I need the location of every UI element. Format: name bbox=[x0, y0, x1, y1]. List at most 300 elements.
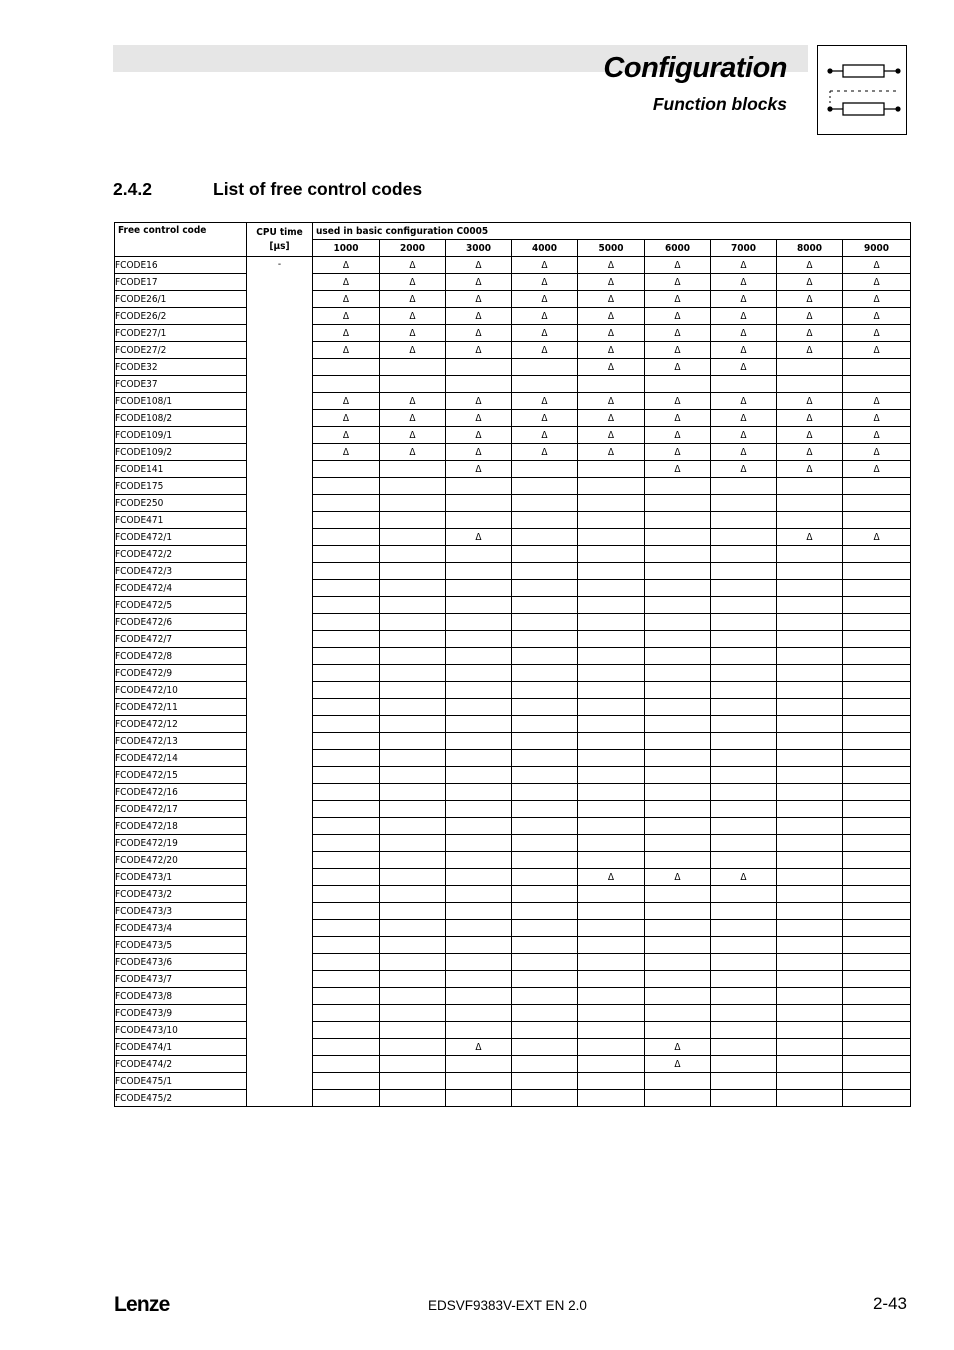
usage-cell-3000 bbox=[446, 920, 512, 937]
code-cell: FCODE473/10 bbox=[115, 1022, 247, 1039]
usage-cell-1000 bbox=[313, 733, 380, 750]
usage-cell-5000 bbox=[578, 648, 645, 665]
usage-cell-6000: Δ bbox=[645, 274, 711, 291]
usage-cell-5000 bbox=[578, 733, 645, 750]
usage-cell-7000 bbox=[711, 546, 777, 563]
usage-cell-7000 bbox=[711, 903, 777, 920]
table-row bbox=[115, 1039, 911, 1056]
usage-cell-7000 bbox=[711, 1073, 777, 1090]
usage-cell-4000 bbox=[512, 682, 578, 699]
usage-cell-3000: Δ bbox=[446, 427, 512, 444]
usage-cell-9000: Δ bbox=[843, 342, 911, 359]
usage-cell-3000 bbox=[446, 733, 512, 750]
usage-cell-5000 bbox=[578, 1090, 645, 1107]
usage-cell-6000 bbox=[645, 682, 711, 699]
usage-cell-6000: Δ bbox=[645, 1056, 711, 1073]
usage-cell-6000 bbox=[645, 1022, 711, 1039]
config-header-4000: 4000 bbox=[512, 240, 578, 257]
code-cell: FCODE108/2 bbox=[115, 410, 247, 427]
usage-cell-4000 bbox=[512, 597, 578, 614]
cpu-time-label: CPU time bbox=[256, 227, 303, 238]
usage-cell-5000 bbox=[578, 580, 645, 597]
usage-cell-2000: Δ bbox=[380, 274, 446, 291]
brand-logo: Lenze bbox=[114, 1293, 170, 1316]
usage-cell-2000 bbox=[380, 563, 446, 580]
usage-cell-7000: Δ bbox=[711, 325, 777, 342]
usage-cell-3000: Δ bbox=[446, 393, 512, 410]
table-row bbox=[115, 478, 911, 495]
usage-cell-3000 bbox=[446, 937, 512, 954]
usage-cell-8000 bbox=[777, 903, 843, 920]
usage-cell-6000 bbox=[645, 495, 711, 512]
usage-cell-5000 bbox=[578, 818, 645, 835]
usage-cell-1000 bbox=[313, 835, 380, 852]
usage-cell-8000 bbox=[777, 376, 843, 393]
table-row bbox=[115, 767, 911, 784]
usage-cell-1000: Δ bbox=[313, 444, 380, 461]
code-cell: FCODE472/2 bbox=[115, 546, 247, 563]
table-row bbox=[115, 325, 911, 342]
usage-cell-4000: Δ bbox=[512, 410, 578, 427]
usage-cell-2000 bbox=[380, 1056, 446, 1073]
usage-cell-9000 bbox=[843, 733, 911, 750]
usage-cell-8000: Δ bbox=[777, 308, 843, 325]
table-row bbox=[115, 835, 911, 852]
code-cell: FCODE175 bbox=[115, 478, 247, 495]
usage-cell-8000 bbox=[777, 886, 843, 903]
usage-cell-5000 bbox=[578, 376, 645, 393]
table-row bbox=[115, 461, 911, 478]
usage-cell-3000: Δ bbox=[446, 461, 512, 478]
table-row bbox=[115, 291, 911, 308]
usage-cell-5000: Δ bbox=[578, 393, 645, 410]
usage-cell-4000 bbox=[512, 1022, 578, 1039]
usage-cell-5000 bbox=[578, 1022, 645, 1039]
code-cell: FCODE472/15 bbox=[115, 767, 247, 784]
usage-cell-5000 bbox=[578, 1005, 645, 1022]
table-row bbox=[115, 529, 911, 546]
usage-cell-3000 bbox=[446, 886, 512, 903]
table-row bbox=[115, 733, 911, 750]
usage-cell-4000 bbox=[512, 478, 578, 495]
usage-cell-3000 bbox=[446, 988, 512, 1005]
config-header-6000: 6000 bbox=[645, 240, 711, 257]
usage-cell-6000: Δ bbox=[645, 869, 711, 886]
usage-cell-3000 bbox=[446, 818, 512, 835]
code-cell: FCODE472/9 bbox=[115, 665, 247, 682]
usage-cell-8000 bbox=[777, 767, 843, 784]
usage-cell-4000 bbox=[512, 495, 578, 512]
section-number: 2.4.2 bbox=[113, 179, 152, 199]
usage-cell-1000 bbox=[313, 1073, 380, 1090]
code-cell: FCODE108/1 bbox=[115, 393, 247, 410]
usage-cell-3000 bbox=[446, 597, 512, 614]
usage-cell-4000 bbox=[512, 359, 578, 376]
document-id: EDSVF9383V-EXT EN 2.0 bbox=[428, 1298, 587, 1313]
usage-cell-1000 bbox=[313, 359, 380, 376]
usage-cell-3000 bbox=[446, 563, 512, 580]
code-cell: FCODE472/10 bbox=[115, 682, 247, 699]
usage-cell-5000 bbox=[578, 767, 645, 784]
usage-cell-8000: Δ bbox=[777, 291, 843, 308]
usage-cell-4000: Δ bbox=[512, 342, 578, 359]
code-cell: FCODE473/7 bbox=[115, 971, 247, 988]
usage-cell-2000 bbox=[380, 597, 446, 614]
usage-cell-9000 bbox=[843, 665, 911, 682]
usage-cell-3000 bbox=[446, 784, 512, 801]
usage-cell-4000 bbox=[512, 529, 578, 546]
usage-cell-2000 bbox=[380, 682, 446, 699]
config-header-3000: 3000 bbox=[446, 240, 512, 257]
usage-cell-2000 bbox=[380, 750, 446, 767]
usage-cell-4000: Δ bbox=[512, 444, 578, 461]
usage-cell-7000: Δ bbox=[711, 869, 777, 886]
usage-cell-1000 bbox=[313, 478, 380, 495]
usage-cell-3000 bbox=[446, 801, 512, 818]
usage-cell-4000 bbox=[512, 954, 578, 971]
table-row bbox=[115, 750, 911, 767]
usage-cell-9000: Δ bbox=[843, 291, 911, 308]
usage-cell-3000 bbox=[446, 614, 512, 631]
table-row bbox=[115, 444, 911, 461]
usage-cell-8000: Δ bbox=[777, 410, 843, 427]
code-cell: FCODE472/12 bbox=[115, 716, 247, 733]
table-row bbox=[115, 903, 911, 920]
usage-cell-3000 bbox=[446, 631, 512, 648]
code-cell: FCODE472/14 bbox=[115, 750, 247, 767]
usage-cell-8000: Δ bbox=[777, 274, 843, 291]
usage-cell-8000 bbox=[777, 733, 843, 750]
config-header-5000: 5000 bbox=[578, 240, 645, 257]
code-cell: FCODE472/3 bbox=[115, 563, 247, 580]
usage-cell-7000 bbox=[711, 1056, 777, 1073]
code-cell: FCODE472/6 bbox=[115, 614, 247, 631]
config-header-1000: 1000 bbox=[313, 240, 380, 257]
table-row bbox=[115, 580, 911, 597]
usage-cell-5000 bbox=[578, 461, 645, 478]
table-row bbox=[115, 563, 911, 580]
table-row bbox=[115, 427, 911, 444]
usage-cell-4000 bbox=[512, 1039, 578, 1056]
usage-cell-1000 bbox=[313, 988, 380, 1005]
usage-cell-7000 bbox=[711, 648, 777, 665]
usage-cell-7000 bbox=[711, 614, 777, 631]
usage-cell-6000 bbox=[645, 818, 711, 835]
code-cell: FCODE473/3 bbox=[115, 903, 247, 920]
usage-cell-4000 bbox=[512, 971, 578, 988]
usage-cell-2000 bbox=[380, 546, 446, 563]
usage-cell-6000 bbox=[645, 971, 711, 988]
usage-cell-8000 bbox=[777, 1090, 843, 1107]
code-cell: FCODE250 bbox=[115, 495, 247, 512]
usage-cell-2000: Δ bbox=[380, 427, 446, 444]
usage-cell-4000 bbox=[512, 699, 578, 716]
usage-cell-7000 bbox=[711, 597, 777, 614]
usage-cell-7000 bbox=[711, 1005, 777, 1022]
usage-cell-6000 bbox=[645, 852, 711, 869]
usage-cell-8000 bbox=[777, 716, 843, 733]
usage-cell-2000 bbox=[380, 631, 446, 648]
usage-cell-5000 bbox=[578, 478, 645, 495]
usage-cell-3000 bbox=[446, 852, 512, 869]
usage-cell-4000 bbox=[512, 461, 578, 478]
usage-cell-2000: Δ bbox=[380, 342, 446, 359]
code-cell: FCODE16 bbox=[115, 257, 247, 274]
usage-cell-3000: Δ bbox=[446, 410, 512, 427]
table-row bbox=[115, 308, 911, 325]
cpu-time-cell: - bbox=[247, 257, 313, 1107]
usage-cell-7000 bbox=[711, 886, 777, 903]
code-cell: FCODE473/2 bbox=[115, 886, 247, 903]
usage-cell-7000: Δ bbox=[711, 308, 777, 325]
column-header-code: Free control code bbox=[115, 223, 247, 257]
usage-cell-6000 bbox=[645, 580, 711, 597]
usage-cell-8000: Δ bbox=[777, 393, 843, 410]
usage-cell-1000 bbox=[313, 750, 380, 767]
usage-cell-4000 bbox=[512, 512, 578, 529]
usage-cell-8000 bbox=[777, 478, 843, 495]
config-header-8000: 8000 bbox=[777, 240, 843, 257]
usage-cell-7000 bbox=[711, 954, 777, 971]
usage-cell-9000 bbox=[843, 767, 911, 784]
usage-cell-8000 bbox=[777, 546, 843, 563]
table-row bbox=[115, 937, 911, 954]
usage-cell-7000 bbox=[711, 988, 777, 1005]
usage-cell-2000 bbox=[380, 903, 446, 920]
usage-cell-9000 bbox=[843, 784, 911, 801]
usage-cell-2000 bbox=[380, 495, 446, 512]
usage-cell-6000 bbox=[645, 767, 711, 784]
usage-cell-3000 bbox=[446, 665, 512, 682]
usage-cell-9000 bbox=[843, 359, 911, 376]
usage-cell-1000 bbox=[313, 665, 380, 682]
usage-cell-4000 bbox=[512, 733, 578, 750]
usage-cell-6000 bbox=[645, 1090, 711, 1107]
usage-cell-9000 bbox=[843, 988, 911, 1005]
table-row bbox=[115, 665, 911, 682]
usage-cell-7000: Δ bbox=[711, 342, 777, 359]
usage-cell-4000 bbox=[512, 818, 578, 835]
usage-cell-9000 bbox=[843, 631, 911, 648]
usage-cell-9000 bbox=[843, 1005, 911, 1022]
usage-cell-2000 bbox=[380, 648, 446, 665]
usage-cell-9000 bbox=[843, 699, 911, 716]
usage-cell-9000: Δ bbox=[843, 444, 911, 461]
config-header-7000: 7000 bbox=[711, 240, 777, 257]
usage-cell-3000 bbox=[446, 1022, 512, 1039]
function-block-diagram-icon bbox=[817, 45, 907, 135]
usage-cell-8000 bbox=[777, 1056, 843, 1073]
config-header-9000: 9000 bbox=[843, 240, 911, 257]
code-cell: FCODE472/4 bbox=[115, 580, 247, 597]
usage-cell-9000 bbox=[843, 801, 911, 818]
table-row bbox=[115, 410, 911, 427]
usage-cell-8000: Δ bbox=[777, 427, 843, 444]
code-cell: FCODE472/7 bbox=[115, 631, 247, 648]
usage-cell-3000: Δ bbox=[446, 291, 512, 308]
usage-cell-9000 bbox=[843, 835, 911, 852]
usage-cell-2000 bbox=[380, 937, 446, 954]
usage-cell-8000 bbox=[777, 1073, 843, 1090]
usage-cell-3000 bbox=[446, 359, 512, 376]
usage-cell-8000 bbox=[777, 631, 843, 648]
code-cell: FCODE473/9 bbox=[115, 1005, 247, 1022]
usage-cell-6000 bbox=[645, 903, 711, 920]
table-row bbox=[115, 716, 911, 733]
usage-cell-6000 bbox=[645, 665, 711, 682]
table-row bbox=[115, 869, 911, 886]
usage-cell-1000 bbox=[313, 580, 380, 597]
usage-cell-7000 bbox=[711, 801, 777, 818]
usage-cell-5000 bbox=[578, 835, 645, 852]
table-row bbox=[115, 971, 911, 988]
table-body bbox=[115, 257, 911, 1107]
usage-cell-6000 bbox=[645, 716, 711, 733]
usage-cell-9000: Δ bbox=[843, 308, 911, 325]
usage-cell-2000 bbox=[380, 529, 446, 546]
usage-cell-3000 bbox=[446, 1056, 512, 1073]
usage-cell-9000 bbox=[843, 750, 911, 767]
usage-cell-7000 bbox=[711, 1090, 777, 1107]
section-heading bbox=[113, 179, 422, 200]
usage-cell-8000 bbox=[777, 597, 843, 614]
code-cell: FCODE109/2 bbox=[115, 444, 247, 461]
page-number: 2-43 bbox=[872, 1294, 907, 1313]
table-row bbox=[115, 631, 911, 648]
usage-cell-6000 bbox=[645, 1005, 711, 1022]
code-cell: FCODE472/18 bbox=[115, 818, 247, 835]
usage-cell-5000: Δ bbox=[578, 291, 645, 308]
table-row bbox=[115, 920, 911, 937]
usage-cell-8000 bbox=[777, 512, 843, 529]
usage-cell-7000 bbox=[711, 920, 777, 937]
usage-cell-6000: Δ bbox=[645, 1039, 711, 1056]
usage-cell-1000 bbox=[313, 1039, 380, 1056]
section-title: List of free control codes bbox=[213, 179, 423, 199]
usage-cell-5000: Δ bbox=[578, 308, 645, 325]
table-row bbox=[115, 1056, 911, 1073]
config-header-2000: 2000 bbox=[380, 240, 446, 257]
usage-cell-3000 bbox=[446, 546, 512, 563]
usage-cell-9000 bbox=[843, 1073, 911, 1090]
code-cell: FCODE37 bbox=[115, 376, 247, 393]
usage-cell-8000 bbox=[777, 988, 843, 1005]
usage-cell-3000 bbox=[446, 750, 512, 767]
usage-cell-6000: Δ bbox=[645, 308, 711, 325]
usage-cell-3000: Δ bbox=[446, 257, 512, 274]
table-row bbox=[115, 699, 911, 716]
usage-cell-9000 bbox=[843, 478, 911, 495]
usage-cell-9000 bbox=[843, 971, 911, 988]
code-cell: FCODE472/20 bbox=[115, 852, 247, 869]
table-row bbox=[115, 597, 911, 614]
usage-cell-5000: Δ bbox=[578, 410, 645, 427]
code-cell: FCODE474/2 bbox=[115, 1056, 247, 1073]
usage-cell-5000 bbox=[578, 546, 645, 563]
usage-cell-6000 bbox=[645, 699, 711, 716]
usage-cell-2000 bbox=[380, 733, 446, 750]
usage-cell-9000: Δ bbox=[843, 410, 911, 427]
usage-cell-7000 bbox=[711, 495, 777, 512]
usage-cell-1000: Δ bbox=[313, 308, 380, 325]
table-row bbox=[115, 359, 911, 376]
usage-cell-2000 bbox=[380, 665, 446, 682]
usage-cell-9000 bbox=[843, 1039, 911, 1056]
usage-cell-3000 bbox=[446, 495, 512, 512]
usage-cell-8000 bbox=[777, 869, 843, 886]
usage-cell-3000 bbox=[446, 1090, 512, 1107]
usage-cell-7000: Δ bbox=[711, 444, 777, 461]
usage-cell-5000: Δ bbox=[578, 444, 645, 461]
usage-cell-6000: Δ bbox=[645, 257, 711, 274]
usage-cell-7000 bbox=[711, 937, 777, 954]
page-title: Configuration bbox=[603, 52, 787, 84]
usage-cell-1000 bbox=[313, 767, 380, 784]
usage-cell-4000 bbox=[512, 852, 578, 869]
usage-cell-4000 bbox=[512, 716, 578, 733]
table-row bbox=[115, 495, 911, 512]
usage-cell-5000 bbox=[578, 971, 645, 988]
usage-cell-7000: Δ bbox=[711, 257, 777, 274]
usage-cell-1000 bbox=[313, 699, 380, 716]
usage-cell-7000 bbox=[711, 784, 777, 801]
usage-cell-2000 bbox=[380, 784, 446, 801]
usage-cell-6000 bbox=[645, 835, 711, 852]
usage-cell-2000 bbox=[380, 376, 446, 393]
usage-cell-7000 bbox=[711, 750, 777, 767]
usage-cell-3000 bbox=[446, 580, 512, 597]
usage-cell-8000 bbox=[777, 614, 843, 631]
usage-cell-6000 bbox=[645, 546, 711, 563]
usage-cell-1000 bbox=[313, 495, 380, 512]
usage-cell-2000: Δ bbox=[380, 393, 446, 410]
usage-cell-3000 bbox=[446, 512, 512, 529]
usage-cell-7000 bbox=[711, 733, 777, 750]
code-cell: FCODE32 bbox=[115, 359, 247, 376]
usage-cell-9000 bbox=[843, 495, 911, 512]
usage-cell-8000: Δ bbox=[777, 342, 843, 359]
usage-cell-8000 bbox=[777, 920, 843, 937]
usage-cell-7000: Δ bbox=[711, 410, 777, 427]
usage-cell-8000 bbox=[777, 563, 843, 580]
usage-cell-3000 bbox=[446, 376, 512, 393]
code-cell: FCODE141 bbox=[115, 461, 247, 478]
usage-cell-5000 bbox=[578, 801, 645, 818]
usage-cell-9000 bbox=[843, 563, 911, 580]
usage-cell-1000 bbox=[313, 597, 380, 614]
code-cell: FCODE473/1 bbox=[115, 869, 247, 886]
usage-cell-8000 bbox=[777, 971, 843, 988]
usage-cell-6000 bbox=[645, 478, 711, 495]
usage-cell-3000: Δ bbox=[446, 308, 512, 325]
usage-cell-9000 bbox=[843, 903, 911, 920]
usage-cell-5000: Δ bbox=[578, 427, 645, 444]
usage-cell-1000: Δ bbox=[313, 427, 380, 444]
usage-cell-5000 bbox=[578, 1056, 645, 1073]
usage-cell-7000: Δ bbox=[711, 427, 777, 444]
usage-cell-7000 bbox=[711, 699, 777, 716]
usage-cell-5000 bbox=[578, 563, 645, 580]
usage-cell-2000 bbox=[380, 1005, 446, 1022]
usage-cell-1000 bbox=[313, 869, 380, 886]
usage-cell-2000: Δ bbox=[380, 410, 446, 427]
usage-cell-1000 bbox=[313, 529, 380, 546]
usage-cell-9000 bbox=[843, 546, 911, 563]
code-cell: FCODE26/2 bbox=[115, 308, 247, 325]
usage-cell-4000 bbox=[512, 376, 578, 393]
usage-cell-3000: Δ bbox=[446, 444, 512, 461]
usage-cell-3000 bbox=[446, 716, 512, 733]
